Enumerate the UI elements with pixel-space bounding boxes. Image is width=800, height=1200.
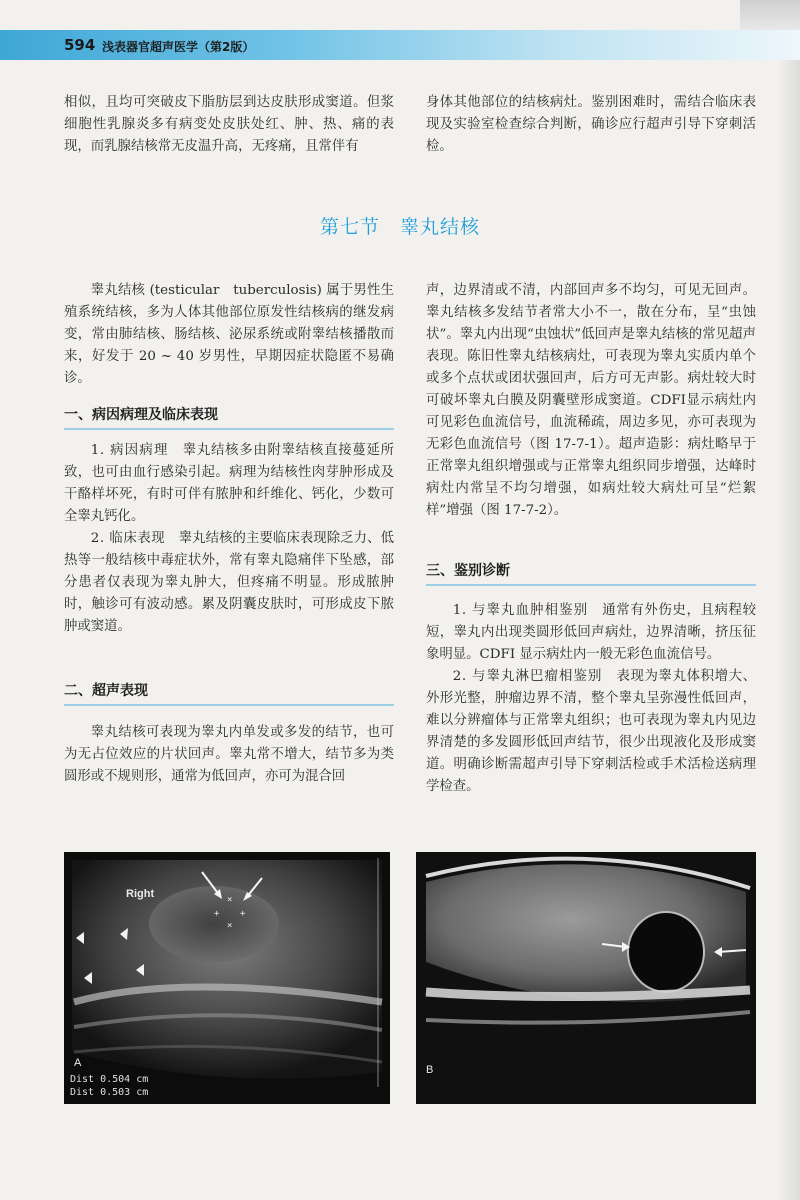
left-col-intro (64, 280, 394, 390)
hematoma-text: 通常有外伤史，且病程较短，睾丸内出现类圆形低回声病灶，边界清晰，挤压征象明显。CDFI 显示病灶内一般无彩色血流信号。 (426, 603, 756, 662)
svg-text:×: × (227, 921, 233, 931)
term-pathology: 1. 病因病理 (90, 443, 169, 458)
section-title: 第七节 睾丸结核 (319, 216, 480, 238)
right-col-ultrasound (426, 280, 756, 522)
svg-text:+: + (240, 909, 246, 919)
right-paragraph-3 (426, 666, 756, 798)
figure-a-annotation: Right (126, 888, 155, 900)
intro-right-text (426, 92, 756, 158)
figure-b-image (416, 852, 756, 1104)
header-corner (740, 0, 800, 30)
svg-text:+: + (214, 909, 220, 919)
left-paragraph-4: 睾丸结核可表现为睾丸内单发或多发的结节，也可为无占位效应的片状回声。睾丸常不增大，结节多为类圆形或不规则形，通常为低回声，亦可为混合回 (64, 725, 394, 784)
figure-b-label: B (426, 1064, 434, 1076)
term-lymphoma: 2. 与睾丸淋巴瘤相鉴别 (452, 669, 603, 684)
left-paragraph-2 (64, 440, 394, 528)
intro-right-paragraph: 身体其他部位的结核病灶。鉴别困难时，需结合临床表现及实验室检查综合判断，确诊应行超声引导下穿刺活检。 (426, 95, 756, 154)
figure-a-ultrasound (64, 852, 390, 1104)
pathology-text: 睾丸结核多由附睾结核直接蔓延所致，也可由血行感染引起。病理为结核性肉芽肿形成及干酪样坏死，有时可伴有脓肿和纤维化、钙化，少数可全睾丸钙化。 (64, 443, 394, 524)
lymphoma-text: 表现为睾丸体积增大、外形光整，肿瘤边界不清，整个睾丸呈弥漫性低回声，难以分辨瘤体与正常睾丸组织；也可表现为睾丸内见边界清楚的多发圆形低回声结节，很少出现液化及形成窦道。明确诊断需超声引导下穿刺活检或手术活检送病理学检查。 (426, 669, 756, 794)
right-paragraph-2 (426, 600, 756, 666)
page-edge-shadow (778, 60, 800, 1200)
heading-differential: 三、鉴别诊断 (426, 560, 756, 586)
figure-b-ultrasound (416, 852, 756, 1104)
heading-etiology: 一、病因病理及临床表现 (64, 404, 394, 430)
page-number: 594 (64, 36, 96, 54)
right-paragraph-1: 声，边界清或不清，内部回声多不均匀，可见无回声。睾丸结核多发结节者常大小不一，散在分布，呈“虫蚀状”。睾丸内出现“虫蚀状”低回声是睾丸结核的常见超声表现。陈旧性睾丸结核病灶，可表现为睾丸实质内单个或多个点状或团状强回声，后方可无声影。病灶较大时可破坏睾丸白膜及阴囊壁形成窦道。CDFI显示病灶内可见彩色血流信号，血流稀疏，周边多见，亦可表现为无彩色血流信号（图 17-7-1）。超声造影：病灶略早于正常睾丸组织增强或与正常睾丸组织同步增强，达峰时病灶内常呈不均匀增强，如病灶较大病灶可呈“烂絮样”增强（图 17-7-2）。 (426, 283, 756, 518)
right-col-differential (426, 600, 756, 798)
left-col-ultrasound (64, 722, 394, 788)
heading-ultrasound: 二、超声表现 (64, 680, 394, 706)
term-hematoma: 1. 与睾丸血肿相鉴别 (452, 603, 589, 618)
figure-a-label: A (74, 1057, 82, 1069)
figure-a-dist-1: Dist 0.504 cm (70, 1074, 149, 1085)
figure-a-dist-2: Dist 0.503 cm (70, 1087, 149, 1098)
svg-text:×: × (227, 895, 233, 905)
term-clinical: 2. 临床表现 (90, 531, 166, 546)
left-paragraph-3 (64, 528, 394, 638)
book-title: 浅表器官超声医学（第2版） (102, 40, 255, 54)
left-paragraph-1: 睾丸结核 (testicular tuberculosis) 属于男性生殖系统结核，多为人体其他部位原发性结核病的继发病变，常由肺结核、肠结核、泌尿系统或附睾结核播散而来，好发于 20 ~ 40 岁男性，早期因症状隐匿不易确诊。 (64, 283, 394, 386)
intro-left-paragraph: 相似，且均可突破皮下脂肪层到达皮肤形成窦道。但浆细胞性乳腺炎多有病变处皮肤处红、肿、热、痛的表现，而乳腺结核常无皮温升高，无疼痛，且常伴有 (64, 95, 394, 154)
clinical-text: 睾丸结核的主要临床表现除乏力、低热等一般结核中毒症状外，常有睾丸隐痛伴下坠感，部分患者仅表现为睾丸肿大，但疼痛不明显。形成脓肿时，触诊可有波动感。累及阴囊皮肤时，可形成皮下脓肿或窦道。 (64, 531, 394, 634)
intro-left-text (64, 92, 394, 158)
left-col-etiology (64, 440, 394, 638)
figure-a-image (64, 852, 390, 1104)
